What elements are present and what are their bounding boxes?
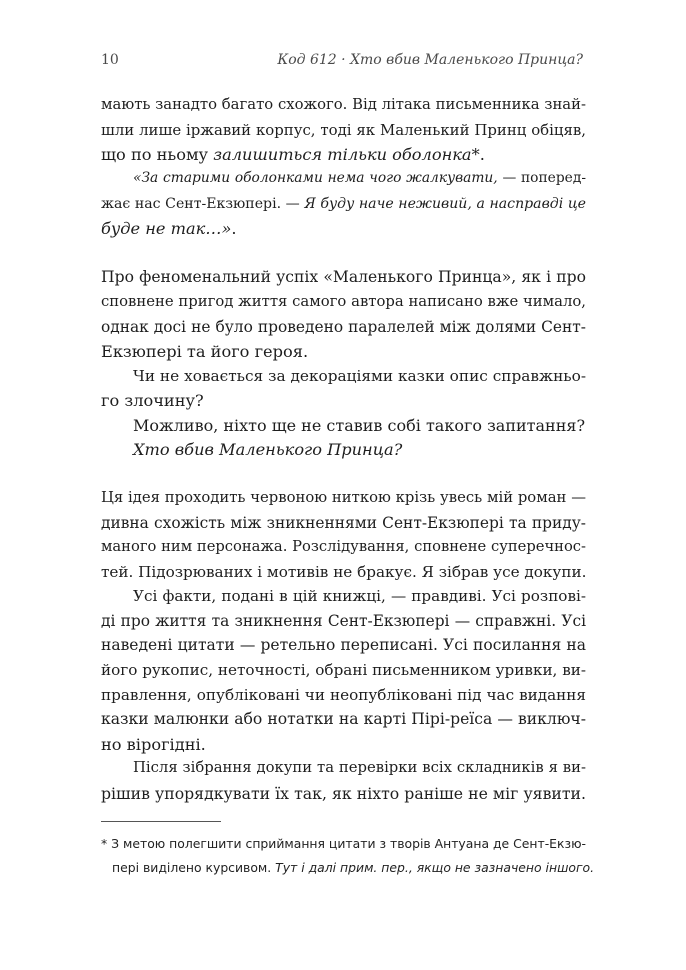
text-line: його рукопис, неточності, обрані письменником уривки, ви- [101, 661, 587, 679]
quote-italic: буде не так…» [101, 219, 232, 238]
quote-italic: залишиться тільки оболонка [213, 145, 472, 164]
footnote-marker: *. [471, 145, 485, 164]
text-line: сповнене пригод життя самого автора написано вже чимало, [101, 293, 586, 310]
text-line: жає нас Сент-Екзюпері. — Я буду наче неживий, а насправді це [101, 196, 586, 212]
text-line: правлення, опубліковані чи неопубліковані під час видання [101, 686, 586, 704]
text-line: тей. Підозрюваних і мотивів не бракує. Я зібрав усе докупи. [101, 563, 587, 581]
text-line: но вірогідні. [101, 735, 206, 754]
text-line: Після зібрання докупи та перевірки всіх складників я ви- [133, 759, 586, 776]
text-line: Ця ідея проходить червоною ниткою крізь увесь мій роман — [101, 489, 586, 506]
text-line: буде не так…». [101, 219, 237, 238]
text-line: маного ним персонажа. Розслідування, сповнене суперечнос- [101, 538, 586, 555]
footnote-line: пері виділено курсивом. Тут і далі прим. пер., якщо не зазначено іншого. [112, 860, 595, 875]
text-line: рішив упорядкувати їх так, як ніхто раніше не міг уявити. [101, 784, 586, 803]
text-line: казки малюнки або нотатки на карті Пірі-реїса — виключ- [101, 710, 586, 728]
text-line: го злочину? [101, 391, 204, 410]
text-line: Можливо, ніхто ще не ставив собі такого запитання? [133, 416, 586, 435]
text-line: наведені цитати — ретельно переписані. Усі посилання на [101, 636, 586, 654]
page-number: 10 [101, 52, 119, 68]
text-line: що по ньому залишиться тільки оболонка*. [101, 145, 485, 164]
quote-italic: Хто вбив Маленького Принца? [133, 440, 403, 459]
text-line: ді про життя та зникнення Сент-Екзюпері — справжні. Усі [101, 612, 586, 630]
text-line: Усі факти, подані в цій книжці, — правдиві. Усі розпові- [133, 587, 586, 605]
footnote-line: * З метою полегшити сприймання цитати з творів Антуана де Сент-Екзю- [101, 836, 586, 851]
text-line: Чи не ховається за декораціями казки опис справжньо- [133, 367, 586, 385]
text-line: Екзюпері та його героя. [101, 342, 309, 361]
running-head [101, 52, 583, 68]
text-line: Про феноменальний успіх «Маленького Принца», як і про [101, 268, 586, 286]
text-line: шли лише іржавий корпус, тоді як Маленький Принц обіцяв, [101, 121, 586, 139]
footnote-divider [101, 821, 221, 822]
text-line: мають занадто багато схожого. Від літака письменника знай- [101, 96, 586, 113]
footnote-italic: Тут і далі прим. пер., якщо не зазначено іншого. [275, 860, 595, 875]
text-line [133, 442, 586, 458]
text-line: «За старими оболонками нема чого жалкувати, — поперед- [133, 170, 587, 186]
running-title: Код 612 · Хто вбив Маленького Принца? [277, 52, 583, 68]
text-line: дивна схожість між зникненнями Сент-Екзюпері та приду- [101, 514, 586, 532]
text-line: однак досі не було проведено паралелей між долями Сент- [101, 318, 586, 336]
quote-italic: Я буду наче неживий, а насправді це [304, 196, 586, 212]
quote-italic: «За старими оболонками нема чого жалкувати, [133, 170, 498, 186]
